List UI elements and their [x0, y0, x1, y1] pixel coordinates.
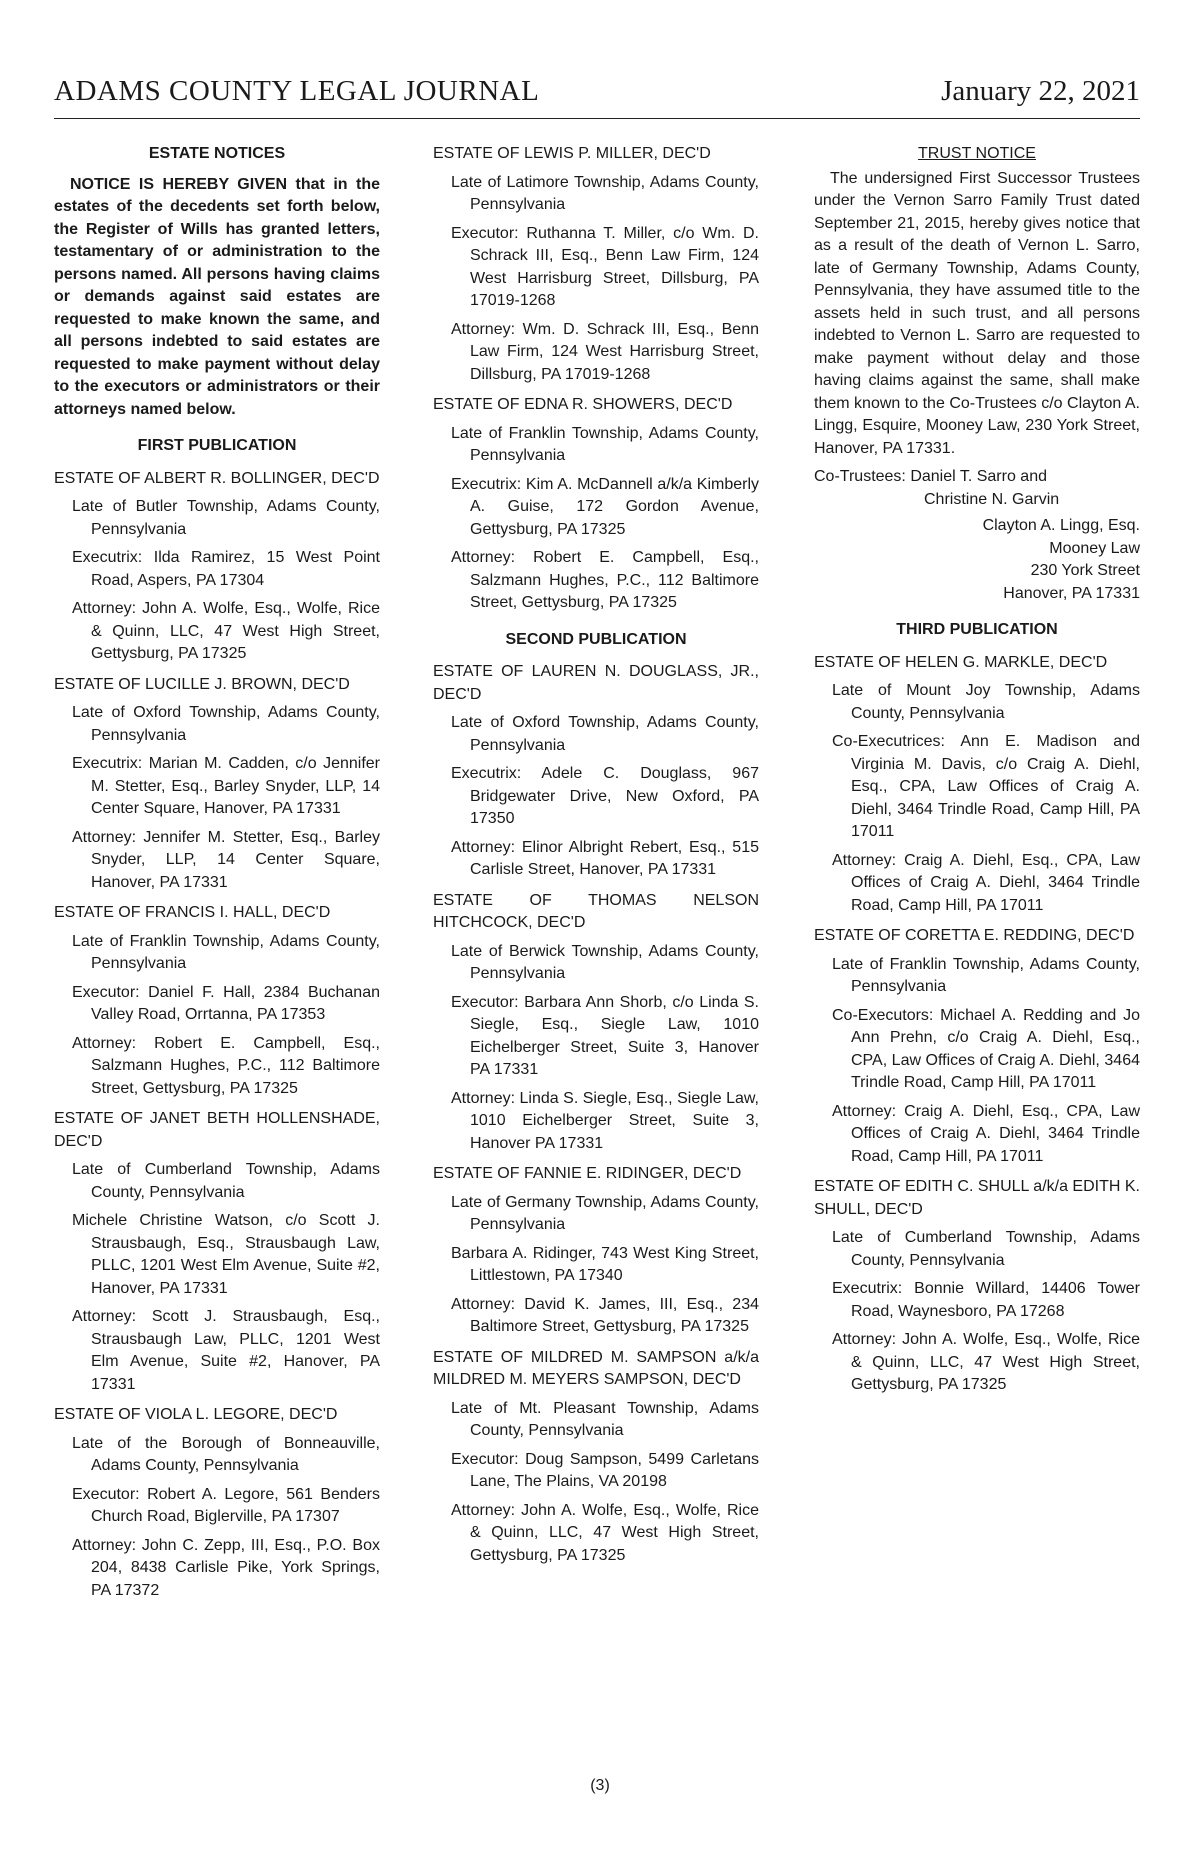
- estate-name: ESTATE OF HELEN G. MARKLE, DEC'D: [814, 653, 1108, 671]
- estate-name: ESTATE OF LAUREN N. DOUGLASS, JR., DEC'D: [433, 663, 759, 703]
- estate-executor: Executor: Daniel F. Hall, 2384 Buchanan Valley Road, Orrtanna, PA 17353: [72, 983, 380, 1023]
- estate-notice: [433, 143, 759, 386]
- estate-notice: [814, 1176, 1140, 1397]
- trust-notice-title: TRUST NOTICE: [918, 145, 1036, 162]
- estate-executor: Executor: Barbara Ann Shorb, c/o Linda S. Siegle, Esq., Siegle Law, 1010 Eichelberger Street, Suite 3, Hanover PA 17331: [451, 993, 759, 1078]
- estate-attorney: Attorney: Robert E. Campbell, Esq., Salzmann Hughes, P.C., 112 Baltimore Street, Gettysburg, PA 17325: [451, 549, 759, 611]
- estate-attorney: Attorney: Wm. D. Schrack III, Esq., Benn Law Firm, 124 West Harrisburg Street, Dillsburg, PA 17019-1268: [451, 320, 759, 383]
- estate-name: ESTATE OF JANET BETH HOLLENSHADE, DEC'D: [54, 1110, 380, 1150]
- third-publication-title: THIRD PUBLICATION: [896, 621, 1058, 638]
- estate-attorney: Attorney: Elinor Albright Rebert, Esq., 515 Carlisle Street, Hanover, PA 17331: [451, 838, 759, 878]
- estate-residence: Late of Franklin Township, Adams County, Pennsylvania: [451, 424, 759, 464]
- estate-notice: [433, 394, 759, 615]
- estate-executor: Executrix: Adele C. Douglass, 967 Bridgewater Drive, New Oxford, PA 17350: [451, 765, 759, 827]
- estate-residence: Late of Berwick Township, Adams County, Pennsylvania: [451, 942, 759, 982]
- estate-notices-title: ESTATE NOTICES: [148, 145, 286, 162]
- second-publication-title: SECOND PUBLICATION: [505, 630, 687, 648]
- estate-name: ESTATE OF FANNIE E. RIDINGER, DEC'D: [433, 1165, 742, 1182]
- estate-notice: [433, 890, 759, 1156]
- estate-residence: Late of Oxford Township, Adams County, Pennsylvania: [451, 714, 759, 754]
- estate-residence: Late of Cumberland Township, Adams County, Pennsylvania: [72, 1161, 380, 1201]
- estate-name: ESTATE OF FRANCIS I. HALL, DEC'D: [54, 904, 331, 921]
- estate-attorney: Attorney: David K. James, III, Esq., 234 Baltimore Street, Gettysburg, PA 17325: [451, 1295, 759, 1335]
- estate-attorney: Attorney: Jennifer M. Stetter, Esq., Barley Snyder, LLP, 14 Center Square, Hanover, PA 17331: [72, 828, 380, 891]
- estate-notice: [54, 902, 380, 1100]
- estate-notice: [54, 468, 380, 666]
- estate-name: ESTATE OF VIOLA L. LEGORE, DEC'D: [54, 1406, 338, 1423]
- estate-attorney: Attorney: Robert E. Campbell, Esq., Salzmann Hughes, P.C., 112 Baltimore Street, Gettysburg, PA 17325: [72, 1034, 380, 1097]
- estate-notice: [814, 925, 1140, 1168]
- column-3: [814, 143, 1140, 1405]
- estate-executor: Executrix: Ilda Ramirez, 15 West Point Road, Aspers, PA 17304: [72, 549, 380, 589]
- signature-line: Hanover, PA 17331: [1003, 584, 1140, 602]
- estate-name: ESTATE OF EDITH C. SHULL a/k/a EDITH K. SHULL, DEC'D: [814, 1178, 1140, 1218]
- estate-attorney: Attorney: John A. Wolfe, Esq., Wolfe, Rice & Quinn, LLC, 47 West High Street, Gettysburg, PA 17325: [832, 1331, 1140, 1393]
- estate-executor: Barbara A. Ridinger, 743 West King Street, Littlestown, PA 17340: [451, 1244, 759, 1284]
- estate-executor: Executrix: Marian M. Cadden, c/o Jennifer M. Stetter, Esq., Barley Snyder, LLP, 14 Center Square, Hanover, PA 17331: [72, 755, 380, 817]
- estate-notices-intro: NOTICE IS HEREBY GIVEN that in the estates of the decedents set forth below, the Register of Wills has granted letters, testamentary of or administration to the persons named. All persons having claims or demands against said estates are requested to make known the same, and all persons indebted to said estates are requested to make payment without delay to the executors or administrators or their attorneys named below.: [54, 175, 380, 418]
- estate-residence: Late of the Borough of Bonneauville, Adams County, Pennsylvania: [72, 1434, 380, 1474]
- estate-executor: Michele Christine Watson, c/o Scott J. Strausbaugh, Esq., Strausbaugh Law, PLLC, 1201 West Elm Avenue, Suite #2, Hanover, PA 17331: [72, 1212, 380, 1297]
- estate-notice: [433, 1163, 759, 1339]
- estate-residence: Late of Franklin Township, Adams County, Pennsylvania: [72, 932, 380, 972]
- estate-attorney: Attorney: John A. Wolfe, Esq., Wolfe, Rice & Quinn, LLC, 47 West High Street, Gettysburg, PA 17325: [451, 1501, 759, 1564]
- estate-name: ESTATE OF CORETTA E. REDDING, DEC'D: [814, 927, 1135, 944]
- estate-executor: Co-Executrices: Ann E. Madison and Virginia M. Davis, c/o Craig A. Diehl, Esq., CPA, Law Offices of Craig A. Diehl, 3464 Trindle Road, Camp Hill, PA 17011: [832, 733, 1140, 840]
- page-header: [54, 66, 1140, 119]
- estate-attorney: Attorney: John A. Wolfe, Esq., Wolfe, Rice & Quinn, LLC, 47 West High Street, Gettysburg, PA 17325: [72, 600, 380, 662]
- estate-name: ESTATE OF LEWIS P. MILLER, DEC'D: [433, 145, 711, 162]
- estate-attorney: Attorney: Linda S. Siegle, Esq., Siegle Law, 1010 Eichelberger Street, Suite 3, Hanover PA 17331: [451, 1089, 759, 1152]
- cotrustees-line: Christine N. Garvin: [924, 490, 1060, 508]
- estate-notice: [814, 652, 1140, 918]
- cotrustees-line: Co-Trustees: Daniel T. Sarro and: [814, 468, 1047, 485]
- signature-line: 230 York Street: [1030, 562, 1140, 579]
- estate-attorney: Attorney: Craig A. Diehl, Esq., CPA, Law Offices of Craig A. Diehl, 3464 Trindle Road, Camp Hill, PA 17011: [832, 1102, 1140, 1165]
- estate-residence: Late of Latimore Township, Adams County, Pennsylvania: [451, 173, 759, 213]
- signature-line: Clayton A. Lingg, Esq.: [982, 517, 1140, 534]
- estate-attorney: Attorney: Craig A. Diehl, Esq., CPA, Law Offices of Craig A. Diehl, 3464 Trindle Road, Camp Hill, PA 17011: [832, 851, 1140, 914]
- estate-notice: [433, 1347, 759, 1568]
- estate-residence: Late of Mount Joy Township, Adams County, Pennsylvania: [832, 682, 1140, 722]
- estate-attorney: Attorney: Scott J. Strausbaugh, Esq., Strausbaugh Law, PLLC, 1201 West Elm Avenue, Suite #2, Hanover, PA 17331: [72, 1308, 380, 1393]
- journal-date: January 22, 2021: [941, 75, 1140, 107]
- estate-residence: Late of Mt. Pleasant Township, Adams County, Pennsylvania: [451, 1399, 759, 1439]
- estate-executor: Executor: Ruthanna T. Miller, c/o Wm. D. Schrack III, Esq., Benn Law Firm, 124 West Harrisburg Street, Dillsburg, PA 17019-1268: [451, 224, 759, 309]
- estate-executor: Executor: Robert A. Legore, 561 Benders Church Road, Biglerville, PA 17307: [72, 1485, 380, 1525]
- estate-residence: Late of Cumberland Township, Adams County, Pennsylvania: [832, 1229, 1140, 1269]
- column-2: [433, 143, 759, 1575]
- journal-title: ADAMS COUNTY LEGAL JOURNAL: [54, 75, 540, 107]
- estate-name: ESTATE OF MILDRED M. SAMPSON a/k/a MILDRED M. MEYERS SAMPSON, DEC'D: [433, 1348, 759, 1388]
- estate-notice: [433, 661, 759, 882]
- estate-name: ESTATE OF THOMAS NELSON HITCHCOCK, DEC'D: [433, 891, 759, 931]
- estate-executor: Executrix: Bonnie Willard, 14406 Tower Road, Waynesboro, PA 17268: [832, 1280, 1140, 1320]
- estate-name: ESTATE OF LUCILLE J. BROWN, DEC'D: [54, 675, 350, 693]
- estate-residence: Late of Germany Township, Adams County, Pennsylvania: [451, 1193, 759, 1233]
- estate-notice: [54, 1108, 380, 1396]
- estate-executor: Co-Executors: Michael A. Redding and Jo Ann Prehn, c/o Craig A. Diehl, Esq., CPA, Law Offices of Craig A. Diehl, 3464 Trindle Road, Camp Hill, PA 17011: [832, 1006, 1140, 1091]
- signature-line: Mooney Law: [1049, 539, 1140, 557]
- estate-name: ESTATE OF ALBERT R. BOLLINGER, DEC'D: [54, 469, 380, 487]
- estate-residence: Late of Oxford Township, Adams County, Pennsylvania: [72, 704, 380, 744]
- estate-residence: Late of Butler Township, Adams County, Pennsylvania: [72, 498, 380, 538]
- estate-residence: Late of Franklin Township, Adams County, Pennsylvania: [832, 955, 1140, 995]
- estate-executor: Executrix: Kim A. McDannell a/k/a Kimberly A. Guise, 172 Gordon Avenue, Gettysburg, PA 17325: [451, 475, 759, 538]
- first-publication-title: FIRST PUBLICATION: [137, 437, 297, 454]
- estate-executor: Executor: Doug Sampson, 5499 Carletans Lane, The Plains, VA 20198: [451, 1450, 759, 1490]
- page-number: (3): [590, 1777, 610, 1794]
- trust-notice-body: The undersigned First Successor Trustees under the Vernon Sarro Family Trust dated September 21, 2015, hereby gives notice that as a result of the death of Vernon L. Sarro, late of Germany Township, Adams County, Pennsylvania, they have assumed title to the assets held in such trust, and all persons indebted to Vernon L. Sarro are requested to make payment without delay and those having claims against the same, shall make them known to the Co-Trustees c/o Clayton A. Lingg, Esquire, Mooney Law, 230 York Street, Hanover, PA 17331.: [814, 169, 1140, 457]
- column-1: [54, 143, 380, 1610]
- estate-attorney: Attorney: John C. Zepp, III, Esq., P.O. Box 204, 8438 Carlisle Pike, York Springs, PA 17372: [72, 1536, 380, 1599]
- estate-notice: [54, 674, 380, 895]
- estate-notice: [54, 1404, 380, 1602]
- estate-name: ESTATE OF EDNA R. SHOWERS, DEC'D: [433, 396, 733, 413]
